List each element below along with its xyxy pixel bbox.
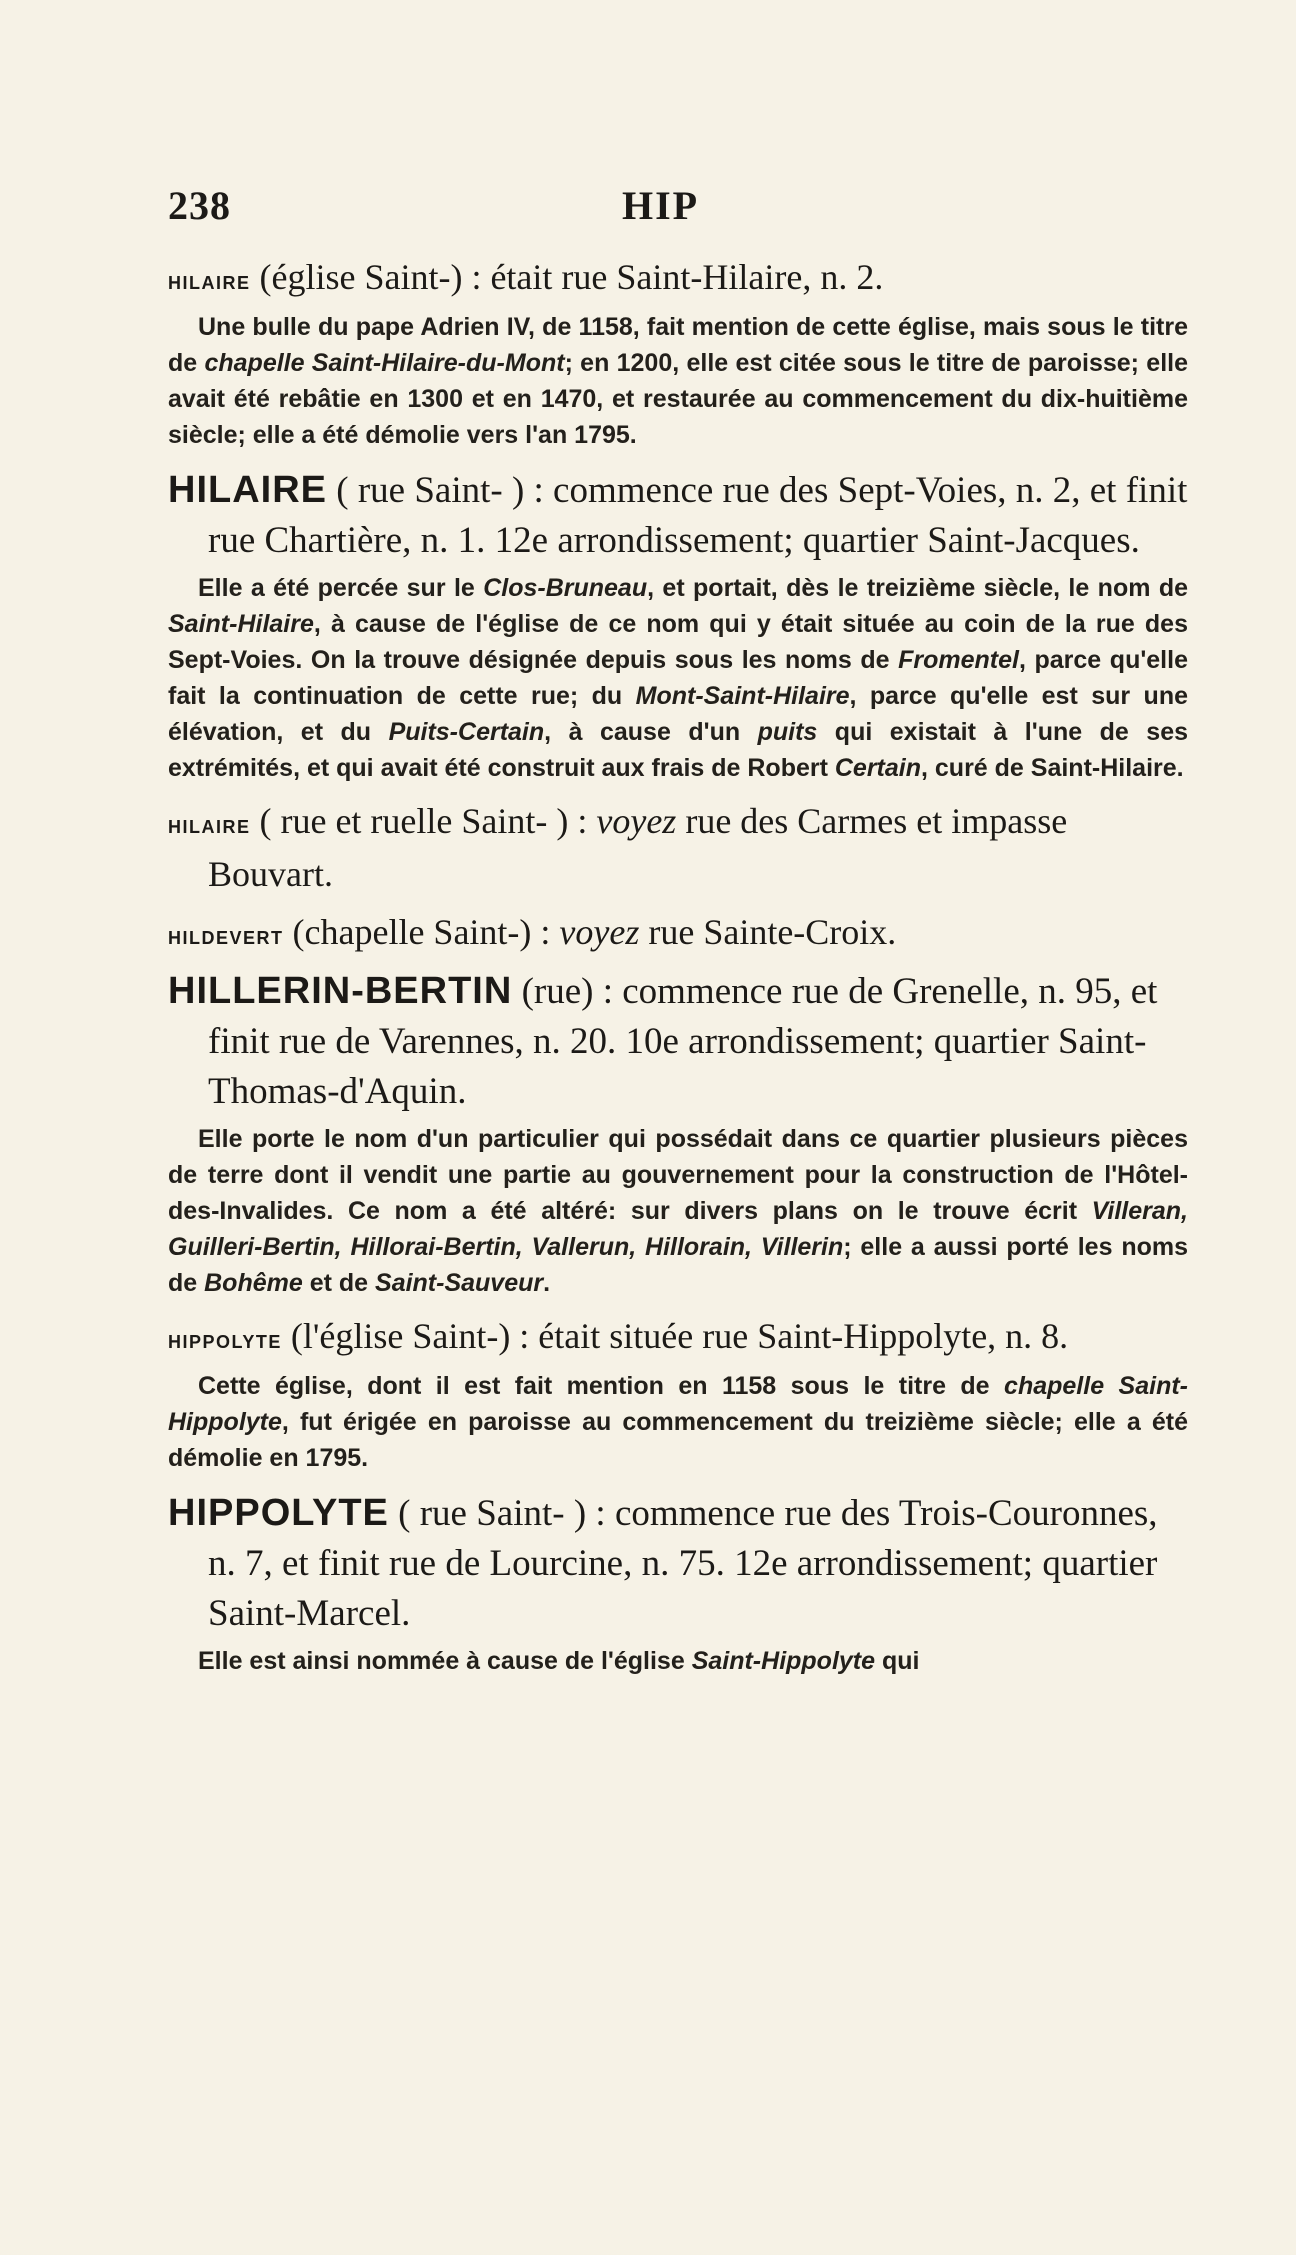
desc-text: , fut érigée en paroisse au commencement du treizième siècle; elle a été démolie en 1795. bbox=[168, 1408, 1188, 1472]
entry-headword: hippolyte bbox=[168, 1324, 282, 1354]
desc-italic: puits bbox=[757, 718, 818, 746]
entry-rue-ruelle-saint-hilaire bbox=[168, 796, 1188, 899]
desc-italic: Saint-Hippolyte bbox=[691, 1647, 876, 1675]
desc-text: Elle porte le nom d'un particulier qui possédait dans ce quartier plusieurs pièces de terre dont il vendit une partie au gouvernement pour la construction de l'Hôtel-des-Invalides. Ce nom a été altéré: sur divers plans on le trouve écrit bbox=[168, 1125, 1188, 1225]
desc-italic: Puits-Certain bbox=[388, 718, 545, 746]
entry-headword: hilaire bbox=[168, 265, 251, 295]
entry-headline-text: ( rue et ruelle Saint- ) : bbox=[259, 801, 597, 841]
entry-headword: hilaire bbox=[168, 809, 251, 839]
page-number: 238 bbox=[168, 183, 231, 228]
entry-headline-text: ( rue Saint- ) : commence rue des Sept-Voies, n. 2, et finit rue Chartière, n. 1. 12e arrondissement; quartier Saint-Jacques. bbox=[208, 470, 1188, 561]
desc-text: ; elle a aussi porté les noms de bbox=[168, 1233, 1188, 1297]
entry-headline-text: (église Saint-) : était rue Saint-Hilaire, n. 2. bbox=[259, 257, 884, 297]
entry-rue-saint-hilaire bbox=[168, 465, 1188, 786]
entry-description bbox=[168, 1368, 1188, 1476]
desc-text: , à cause de l'église de ce nom qui y était située au coin de la rue des Sept-Voies. On la trouve désignée depuis sous les noms de bbox=[168, 610, 1188, 674]
entry-headline bbox=[168, 1488, 1188, 1639]
entry-headword: HILLERIN-BERTIN bbox=[168, 970, 513, 1012]
dictionary-entries bbox=[168, 252, 1188, 1689]
desc-text: Cette église, dont il est fait mention en 1158 sous le titre de bbox=[198, 1372, 1005, 1400]
entry-headline bbox=[168, 1311, 1188, 1364]
entry-description bbox=[168, 309, 1188, 453]
entry-description bbox=[168, 1121, 1188, 1301]
entry-eglise-saint-hippolyte bbox=[168, 1311, 1188, 1476]
desc-italic: Clos-Bruneau bbox=[483, 574, 648, 602]
desc-italic: Villeran, Guilleri-Bertin, Hillorai-Bertin, Vallerun, Hillorain, Villerin bbox=[168, 1197, 1188, 1261]
entry-chapelle-saint-hildevert bbox=[168, 907, 1188, 960]
entry-rue-saint-hippolyte bbox=[168, 1488, 1188, 1679]
voyez-reference: voyez bbox=[559, 912, 640, 952]
entry-headword: HIPPOLYTE bbox=[168, 1492, 389, 1534]
desc-italic: Certain bbox=[834, 754, 922, 782]
desc-italic: chapelle Saint-Hippolyte bbox=[168, 1372, 1188, 1436]
running-head: HIP bbox=[622, 183, 700, 228]
desc-italic: Fromentel bbox=[898, 646, 1019, 674]
desc-text: , et portait, dès le treizième siècle, le nom de bbox=[647, 574, 1188, 602]
desc-text: ; en 1200, elle est citée sous le titre de paroisse; elle avait été rebâtie en 1300 et en 1470, et restaurée au commencement du dix-huitième siècle; elle a été démolie vers l'an 1795. bbox=[168, 349, 1188, 449]
entry-headline bbox=[168, 966, 1188, 1117]
desc-text: , parce qu'elle est sur une élévation, et du bbox=[168, 682, 1188, 746]
entry-headline bbox=[168, 252, 1188, 305]
desc-text: , parce qu'elle fait la continuation de cette rue; du bbox=[168, 646, 1188, 710]
desc-text: Elle a été percée sur le bbox=[198, 574, 484, 602]
entry-description bbox=[168, 1643, 1188, 1679]
entry-eglise-saint-hilaire bbox=[168, 252, 1188, 453]
desc-text: , à cause d'un bbox=[544, 718, 758, 746]
entry-headline bbox=[168, 907, 1188, 960]
entry-description bbox=[168, 570, 1188, 786]
entry-headline bbox=[168, 796, 1188, 899]
desc-text: . bbox=[543, 1269, 551, 1297]
desc-text: qui existait à l'une de ses extrémités, et qui avait été construit aux frais de Robert bbox=[168, 718, 1188, 782]
entry-headline-text: ( rue Saint- ) : commence rue des Trois-Couronnes, n. 7, et finit rue de Lourcine, n. 75. 12e arrondissement; quartier Saint-Marcel. bbox=[208, 1493, 1158, 1634]
page-header bbox=[168, 182, 1188, 242]
desc-text: , curé de Saint-Hilaire. bbox=[921, 754, 1184, 782]
entry-rue-hillerin-bertin bbox=[168, 966, 1188, 1301]
desc-text: qui bbox=[875, 1647, 920, 1675]
entry-headline-text: (rue) : commence rue de Grenelle, n. 95, et finit rue de Varennes, n. 20. 10e arrondissement; quartier Saint-Thomas-d'Aquin. bbox=[208, 971, 1158, 1112]
desc-italic: Saint-Sauveur bbox=[375, 1269, 544, 1297]
entry-headline-text: (chapelle Saint-) : bbox=[292, 912, 560, 952]
desc-italic: Saint-Hilaire bbox=[168, 610, 314, 638]
desc-italic: Mont-Saint-Hilaire bbox=[635, 682, 850, 710]
entry-headline-text: rue Sainte-Croix. bbox=[639, 912, 897, 952]
desc-italic: Bohême bbox=[204, 1269, 303, 1297]
entry-headword: hildevert bbox=[168, 920, 284, 950]
entry-headline-text: rue des Carmes et impasse Bouvart. bbox=[208, 801, 1068, 894]
entry-headword: HILAIRE bbox=[168, 469, 327, 511]
desc-italic: chapelle Saint-Hilaire-du-Mont bbox=[204, 349, 565, 377]
desc-text: et de bbox=[302, 1269, 376, 1297]
entry-headline-text: (l'église Saint-) : était située rue Saint-Hippolyte, n. 8. bbox=[290, 1316, 1069, 1356]
desc-text: Une bulle du pape Adrien IV, de 1158, fait mention de cette église, mais sous le titre de bbox=[168, 313, 1188, 377]
desc-text: Elle est ainsi nommée à cause de l'église bbox=[198, 1647, 692, 1675]
entry-headline bbox=[168, 465, 1188, 566]
voyez-reference: voyez bbox=[596, 801, 677, 841]
